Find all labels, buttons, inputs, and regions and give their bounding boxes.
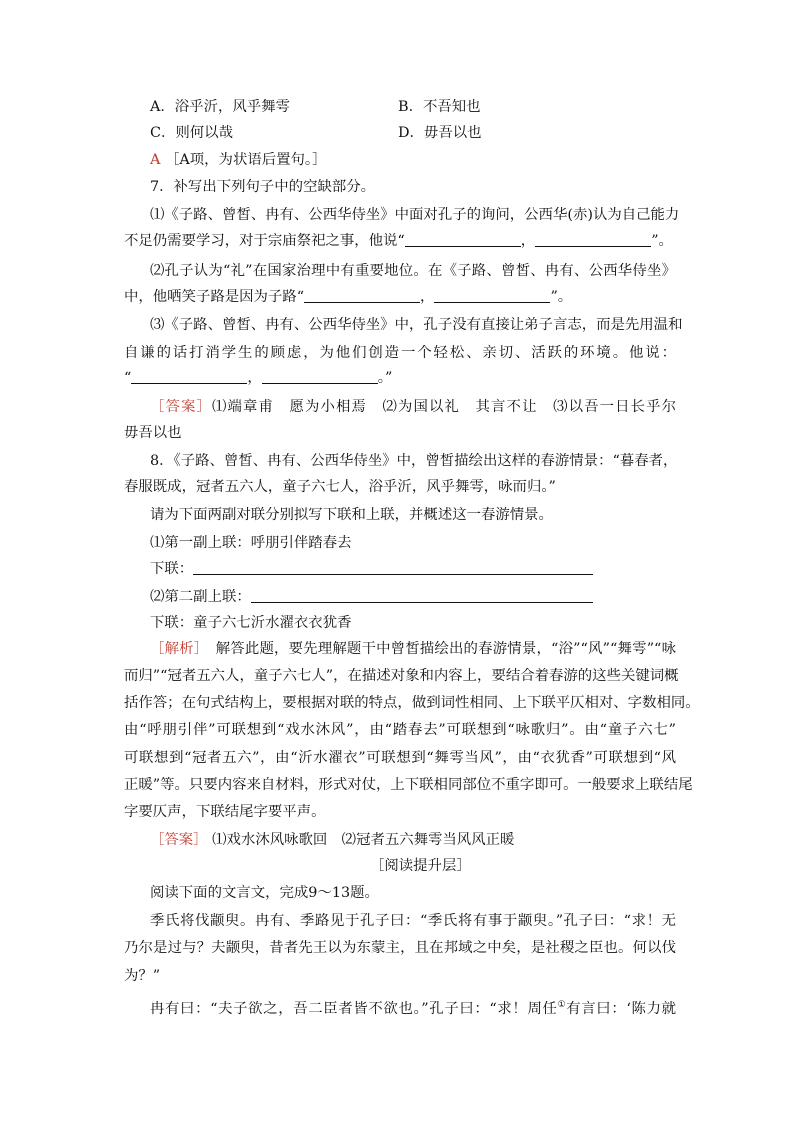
analysis-line2: 而归”“冠者五六人，童子六七人”，在描述对象和内容上，要结合着春游的这些关键词概 xyxy=(124,668,679,684)
fill-blank[interactable] xyxy=(193,560,593,575)
option-b: B．不吾知也 xyxy=(398,99,481,115)
quote-end: 。” xyxy=(377,370,393,386)
fill-blank[interactable] xyxy=(251,588,593,603)
q7-part2-text: 中，他哂笑子路是因为子路“ xyxy=(124,289,305,305)
q7-answer-line1 xyxy=(150,398,676,416)
upper-label: ⑵第二副上联： xyxy=(150,589,251,605)
analysis-line1 xyxy=(150,640,676,658)
passage-para1-line3: 为？” xyxy=(124,968,161,984)
analysis-line4: 由“呼朋引伴”可联想到“戏水沐风”，由“踏春去”可联想到“咏歌归”。由“童子六七” xyxy=(124,722,676,738)
passage-para1-line2: 乃尔是过与？夫颛臾，昔者先王以为东蒙主，且在邦域之中矣，是社稷之臣也。何以伐 xyxy=(124,940,676,956)
q7-part3-line1: ⑶《子路、曾皙、冉有、公西华侍坐》中，孔子没有直接让弟子言志，而是先用温和 xyxy=(150,317,683,333)
quote-end: ”。 xyxy=(550,289,573,305)
q6-answer xyxy=(150,151,326,169)
fill-blank[interactable] xyxy=(304,288,420,303)
analysis-text: 解答此题，要先理解题干中曾皙描绘出的春游情景，“浴”“风”“舞雩”“咏 xyxy=(201,641,676,657)
separator: ， xyxy=(247,370,262,386)
answer-tag: ［答案］ xyxy=(150,832,208,848)
q7-part2-line2 xyxy=(124,288,572,306)
separator: ， xyxy=(420,289,435,305)
answer-tag: ［答案］ xyxy=(150,399,213,415)
q7-part1-line2 xyxy=(124,232,673,250)
fill-blank[interactable] xyxy=(535,232,651,247)
analysis-tag: ［解析］ xyxy=(150,641,202,657)
option-a: A．浴乎沂，风乎舞雩 xyxy=(150,99,290,115)
fill-blank[interactable] xyxy=(434,288,550,303)
answer-explanation: ［A项，为状语后置句。］ xyxy=(164,152,327,168)
analysis-line5: 可联想到“冠者五六”，由“沂水濯衣”可联想到“舞雩当风”，由“衣犹香”可联想到“风 xyxy=(124,750,676,766)
q7-part1-line1: ⑴《子路、曾皙、冉有、公西华侍坐》中面对孔子的询问，公西华(赤)认为自己能力 xyxy=(150,207,680,223)
passage-para1-line1: 季氏将伐颛臾。冉有、季路见于孔子曰：“季氏将有事于颛臾。”孔子曰：“求！无 xyxy=(150,913,676,929)
footnote-marker: ① xyxy=(557,1000,567,1010)
q7-part2-line1: ⑵孔子认为“礼”在国家治理中有重要地位。在《子路、曾皙、冉有、公西华侍坐》 xyxy=(150,263,676,279)
answer-text: ⑴端章甫 愿为小相焉 ⑵为国以礼 其言不让 ⑶以吾一日长乎尔 xyxy=(212,399,676,415)
quote-end: ”。 xyxy=(651,233,673,249)
couplet2-upper xyxy=(150,588,593,606)
q7-answer-line2: 毋吾以也 xyxy=(124,425,182,441)
fill-blank[interactable] xyxy=(131,369,247,384)
q7-part3-line2: 自谦的话打消学生的顾虑，为他们创造一个轻松、亲切、活跃的环境。他说： xyxy=(124,345,676,361)
passage-para2-line1 xyxy=(150,996,676,1018)
fill-blank[interactable] xyxy=(405,232,521,247)
section-intro: 阅读下面的文言文，完成9～13题。 xyxy=(150,885,379,901)
answer-text: ⑴戏水沐风咏歌回 ⑵冠者五六舞雩当风风正暖 xyxy=(212,832,515,848)
question-8-line3: 请为下面两副对联分别拟写下联和上联，并概述这一春游情景。 xyxy=(150,507,553,523)
answer-letter: A xyxy=(150,152,161,168)
couplet1-upper: ⑴第一副上联：呼朋引伴踏春去 xyxy=(150,535,352,551)
lower-label: 下联： xyxy=(150,561,194,577)
option-c: C．则何以哉 xyxy=(150,125,233,141)
fill-blank[interactable] xyxy=(262,369,378,384)
passage-text: 冉有曰：“夫子欲之，吾二臣者皆不欲也。”孔子曰：“求！周任 xyxy=(150,1000,558,1017)
section-title: ［阅读提升层］ xyxy=(370,858,471,874)
separator: ， xyxy=(520,233,536,249)
q7-part3-line3 xyxy=(124,369,392,387)
q7-part1-text: 不足仍需要学习，对于宗庙祭祀之事，他说“ xyxy=(124,233,405,249)
couplet1-lower xyxy=(150,560,593,578)
q8-answer xyxy=(150,831,514,849)
question-7-title: 7．补写出下列句子中的空缺部分。 xyxy=(150,179,376,195)
analysis-line6: 正暖”等。只要内容来自材料，形式对仗，上下联相同部位不重字即可。一般要求上联结尾 xyxy=(124,777,693,793)
passage-text: 有言曰：‘陈力就 xyxy=(566,1000,677,1017)
couplet2-lower: 下联：童子六七沂水濯衣衣犹香 xyxy=(150,615,352,631)
quote-start: “ xyxy=(124,370,132,386)
question-8-line1: 8．《子路、曾皙、冉有、公西华侍坐》中，曾皙描绘出这样的春游情景：“暮春者， xyxy=(150,453,678,469)
question-8-line2: 春服既成，冠者五六人，童子六七人，浴乎沂，风乎舞雩，咏而归。” xyxy=(124,479,556,495)
analysis-line7: 字要仄声，下联结尾字要平声。 xyxy=(124,804,326,820)
option-d: D．毋吾以也 xyxy=(398,125,482,141)
analysis-line3: 括作答；在句式结构上，要根据对联的特点，做到词性相同、上下联平仄相对、字数相同。 xyxy=(124,695,700,711)
